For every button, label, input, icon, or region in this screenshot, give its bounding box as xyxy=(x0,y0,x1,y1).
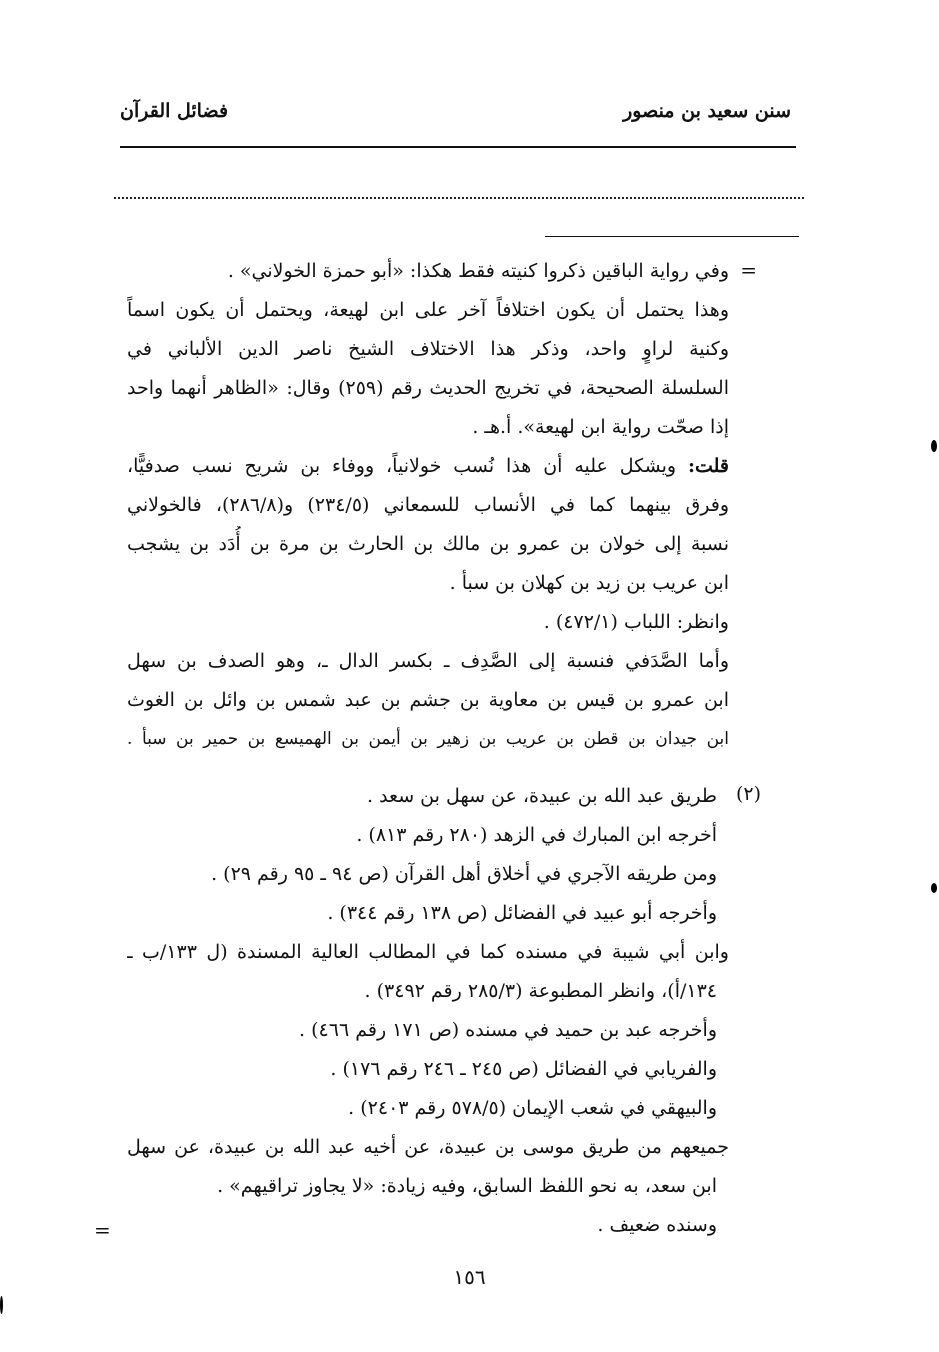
continuation-mark-top: = xyxy=(740,258,757,282)
text-line: وسنده ضعيف . xyxy=(597,1214,717,1236)
text-line: وابن أبي شيبة في مسنده كما في المطالب العالية المسندة (ل ١٣٣/ب ـ xyxy=(127,941,729,963)
text-line: ابن عمرو بن قيس بن معاوية بن جشم بن عبد شمس بن وائل بن الغوث xyxy=(127,689,729,711)
scan-speck xyxy=(931,440,937,452)
header-chapter-title: فضائل القرآن xyxy=(120,100,229,122)
text-line: وأخرجه عبد بن حميد في مسنده (ص ١٧١ رقم ٤٦٦) . xyxy=(299,1019,717,1041)
dotted-separator xyxy=(114,197,804,199)
text-line: والبيهقي في شعب الإيمان (٥٧٨/٥ رقم ٢٤٠٣) . xyxy=(348,1097,717,1119)
text-line: ابن سعد، به نحو اللفظ السابق، وفيه زيادة: «لا يجاوز تراقيهم» . xyxy=(217,1175,717,1197)
page-number: ١٥٦ xyxy=(453,1265,486,1289)
continuation-mark-bottom: = xyxy=(94,1218,111,1242)
note-keyword: قلت: xyxy=(687,455,729,477)
text-line: ابن عريب بن زيد بن كهلان بن سبأ . xyxy=(449,572,729,594)
text-line: نسبة إلى خولان بن عمرو بن مالك بن الحارث بن مرة بن أُدَد بن يشجب xyxy=(127,533,729,555)
header-book-title: سنن سعيد بن منصور xyxy=(623,100,791,122)
text-line: طريق عبد الله بن عبيدة، عن سهل بن سعد . xyxy=(366,785,717,807)
text-line: قلت: ويشكل عليه أن هذا نُسب خولانياً، ووفاء بن شريح نسب صدفيًّا، xyxy=(127,455,729,477)
text-line: وأما الصَّدَفي فنسبة إلى الصَّدِف ـ بكسر الدال ـ، وهو الصدف بن سهل xyxy=(127,650,729,672)
text-line: وأخرجه أبو عبيد في الفضائل (ص ١٣٨ رقم ٣٤٤) . xyxy=(327,902,717,924)
text-line: والفريابي في الفضائل (ص ٢٤٥ ـ ٢٤٦ رقم ١٧٦) . xyxy=(330,1058,717,1080)
header-rule xyxy=(120,146,796,148)
text-line: السلسلة الصحيحة، في تخريج الحديث رقم (٢٥٩) وقال: «الظاهر أنهما واحد xyxy=(127,377,729,399)
text-line: وانظر: اللباب (٤٧٢/١) . xyxy=(543,611,729,633)
text-line: وهذا يحتمل أن يكون اختلافاً آخر على ابن لهيعة، ويحتمل أن يكون اسماً xyxy=(127,299,729,321)
footnote-rule xyxy=(545,236,799,237)
text-line: جميعهم من طريق موسى بن عبيدة، عن أخيه عبد الله بن عبيدة، عن سهل xyxy=(127,1136,729,1158)
text-line: وفرق بينهما كما في الأنساب للسمعاني (٢٣٤/٥) و(٢٨٦/٨)، فالخولاني xyxy=(127,494,729,516)
text-line: أخرجه ابن المبارك في الزهد (٢٨٠ رقم ٨١٣) . xyxy=(356,824,717,846)
scan-speck xyxy=(931,883,937,893)
text-line: وفي رواية الباقين ذكروا كنيته فقط هكذا: «أبو حمزة الخولاني» . xyxy=(227,260,729,282)
footnote-number: (٢) xyxy=(735,783,761,805)
text-line: وكنية لراوٍ واحد، وذكر هذا الاختلاف الشيخ ناصر الدين الألباني في xyxy=(127,338,729,360)
scan-speck xyxy=(0,1296,3,1314)
text-line: إذا صحّت رواية ابن لهيعة». أ.هـ . xyxy=(472,416,729,438)
text-line: ومن طريقه الآجري في أخلاق أهل القرآن (ص ٩٤ ـ ٩٥ رقم ٢٩) . xyxy=(211,863,717,885)
text-line: ابن جيدان بن قطن بن عريب بن زهير بن أيمن بن الهميسع بن حمير بن سبأ . xyxy=(127,729,729,749)
text-line: ١٣٤/أ)، وانظر المطبوعة (٢٨٥/٣ رقم ٣٤٩٢) . xyxy=(364,980,717,1002)
